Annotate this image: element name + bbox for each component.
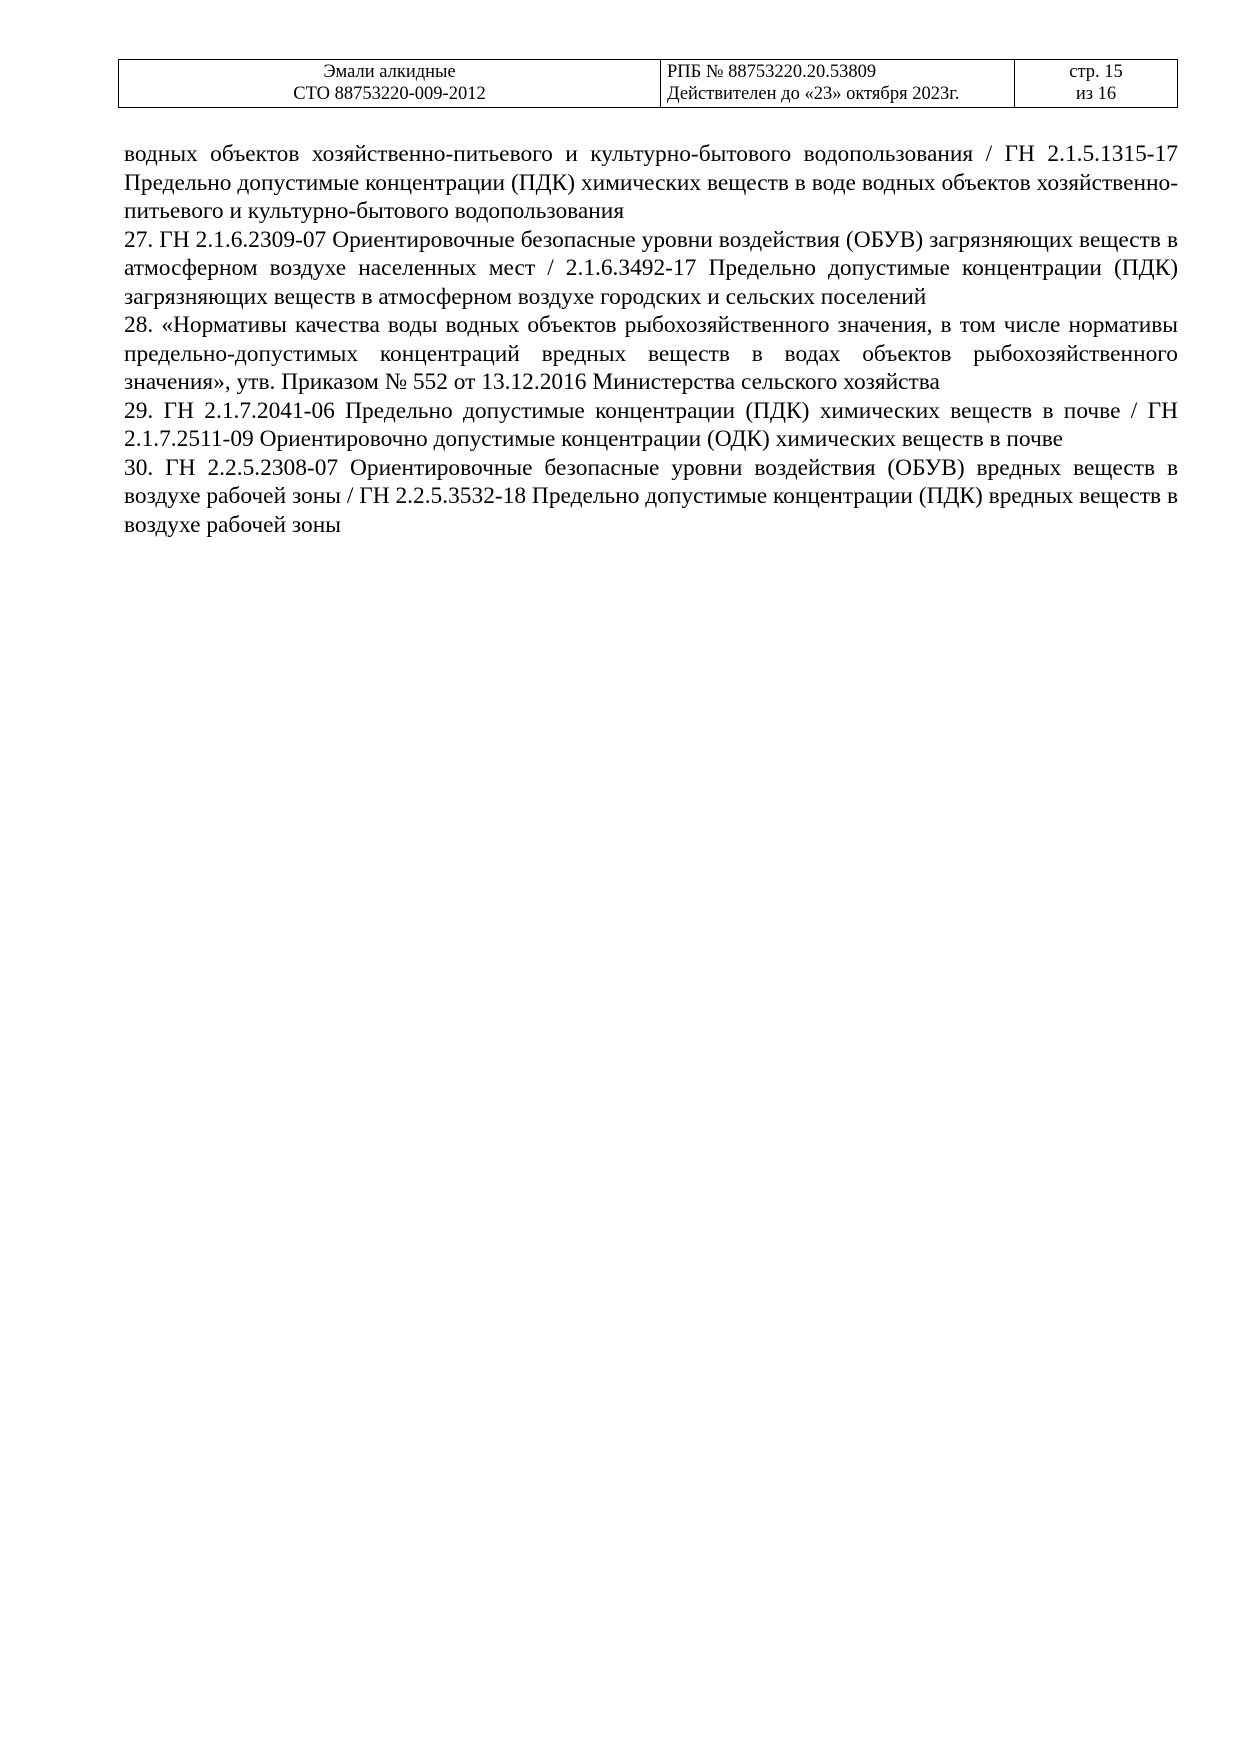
rpb-number: РПБ № 88753220.20.53809	[667, 62, 877, 82]
page-total: из 16	[1075, 84, 1117, 104]
list-item-29: 29. ГН 2.1.7.2041-06 Предельно допустимые концентрации (ПДК) химических веществ в почве / ГН 2.1.7.2511-09 Ориентировочно допустимые концентрации (ОДК) химических веществ в почве	[124, 397, 1178, 452]
standard-code: СТО 88753220-009-2012	[293, 84, 486, 104]
document-body	[124, 140, 1178, 539]
paragraph-continuation: водных объектов хозяйственно-питьевого и культурно-бытового водопользования / ГН 2.1.5.1315-17 Предельно допустимые концентрации (ПДК) химических веществ в воде водных объектов хозяйственно-питьевого и культурно-бытового водопользования	[124, 141, 1178, 224]
header-row	[119, 60, 1178, 108]
product-name: Эмали алкидные	[323, 62, 456, 82]
list-item-27: 27. ГН 2.1.6.2309-07 Ориентировочные безопасные уровни воздействия (ОБУВ) загрязняющих веществ в атмосферном воздухе населенных мест / 2.1.6.3492-17 Предельно допустимые концентрации (ПДК) загрязняющих веществ в атмосферном воздухе городских и сельских поселений	[124, 226, 1178, 310]
header-page-cell	[1015, 60, 1178, 108]
document-header-table	[118, 59, 1178, 108]
list-item-28: 28. «Нормативы качества воды водных объектов рыбохозяйственного значения, в том числе нормативы предельно-допустимых концентраций вредных веществ в водах объектов рыбохозяйственного значения», утв. Приказом № 552 от 13.12.2016 Министерства сельского хозяйства	[124, 312, 1178, 395]
valid-until: Действителен до «23» октября 2023г.	[667, 84, 960, 104]
page-number: стр. 15	[1069, 62, 1123, 82]
header-product-cell	[119, 60, 661, 108]
list-item-30: 30. ГН 2.2.5.2308-07 Ориентировочные безопасные уровни воздействия (ОБУВ) вредных веществ в воздухе рабочей зоны / ГН 2.2.5.3532-18 Предельно допустимые концентрации (ПДК) вредных веществ в воздухе рабочей зоны	[124, 454, 1178, 538]
header-registration-cell	[661, 60, 1015, 108]
